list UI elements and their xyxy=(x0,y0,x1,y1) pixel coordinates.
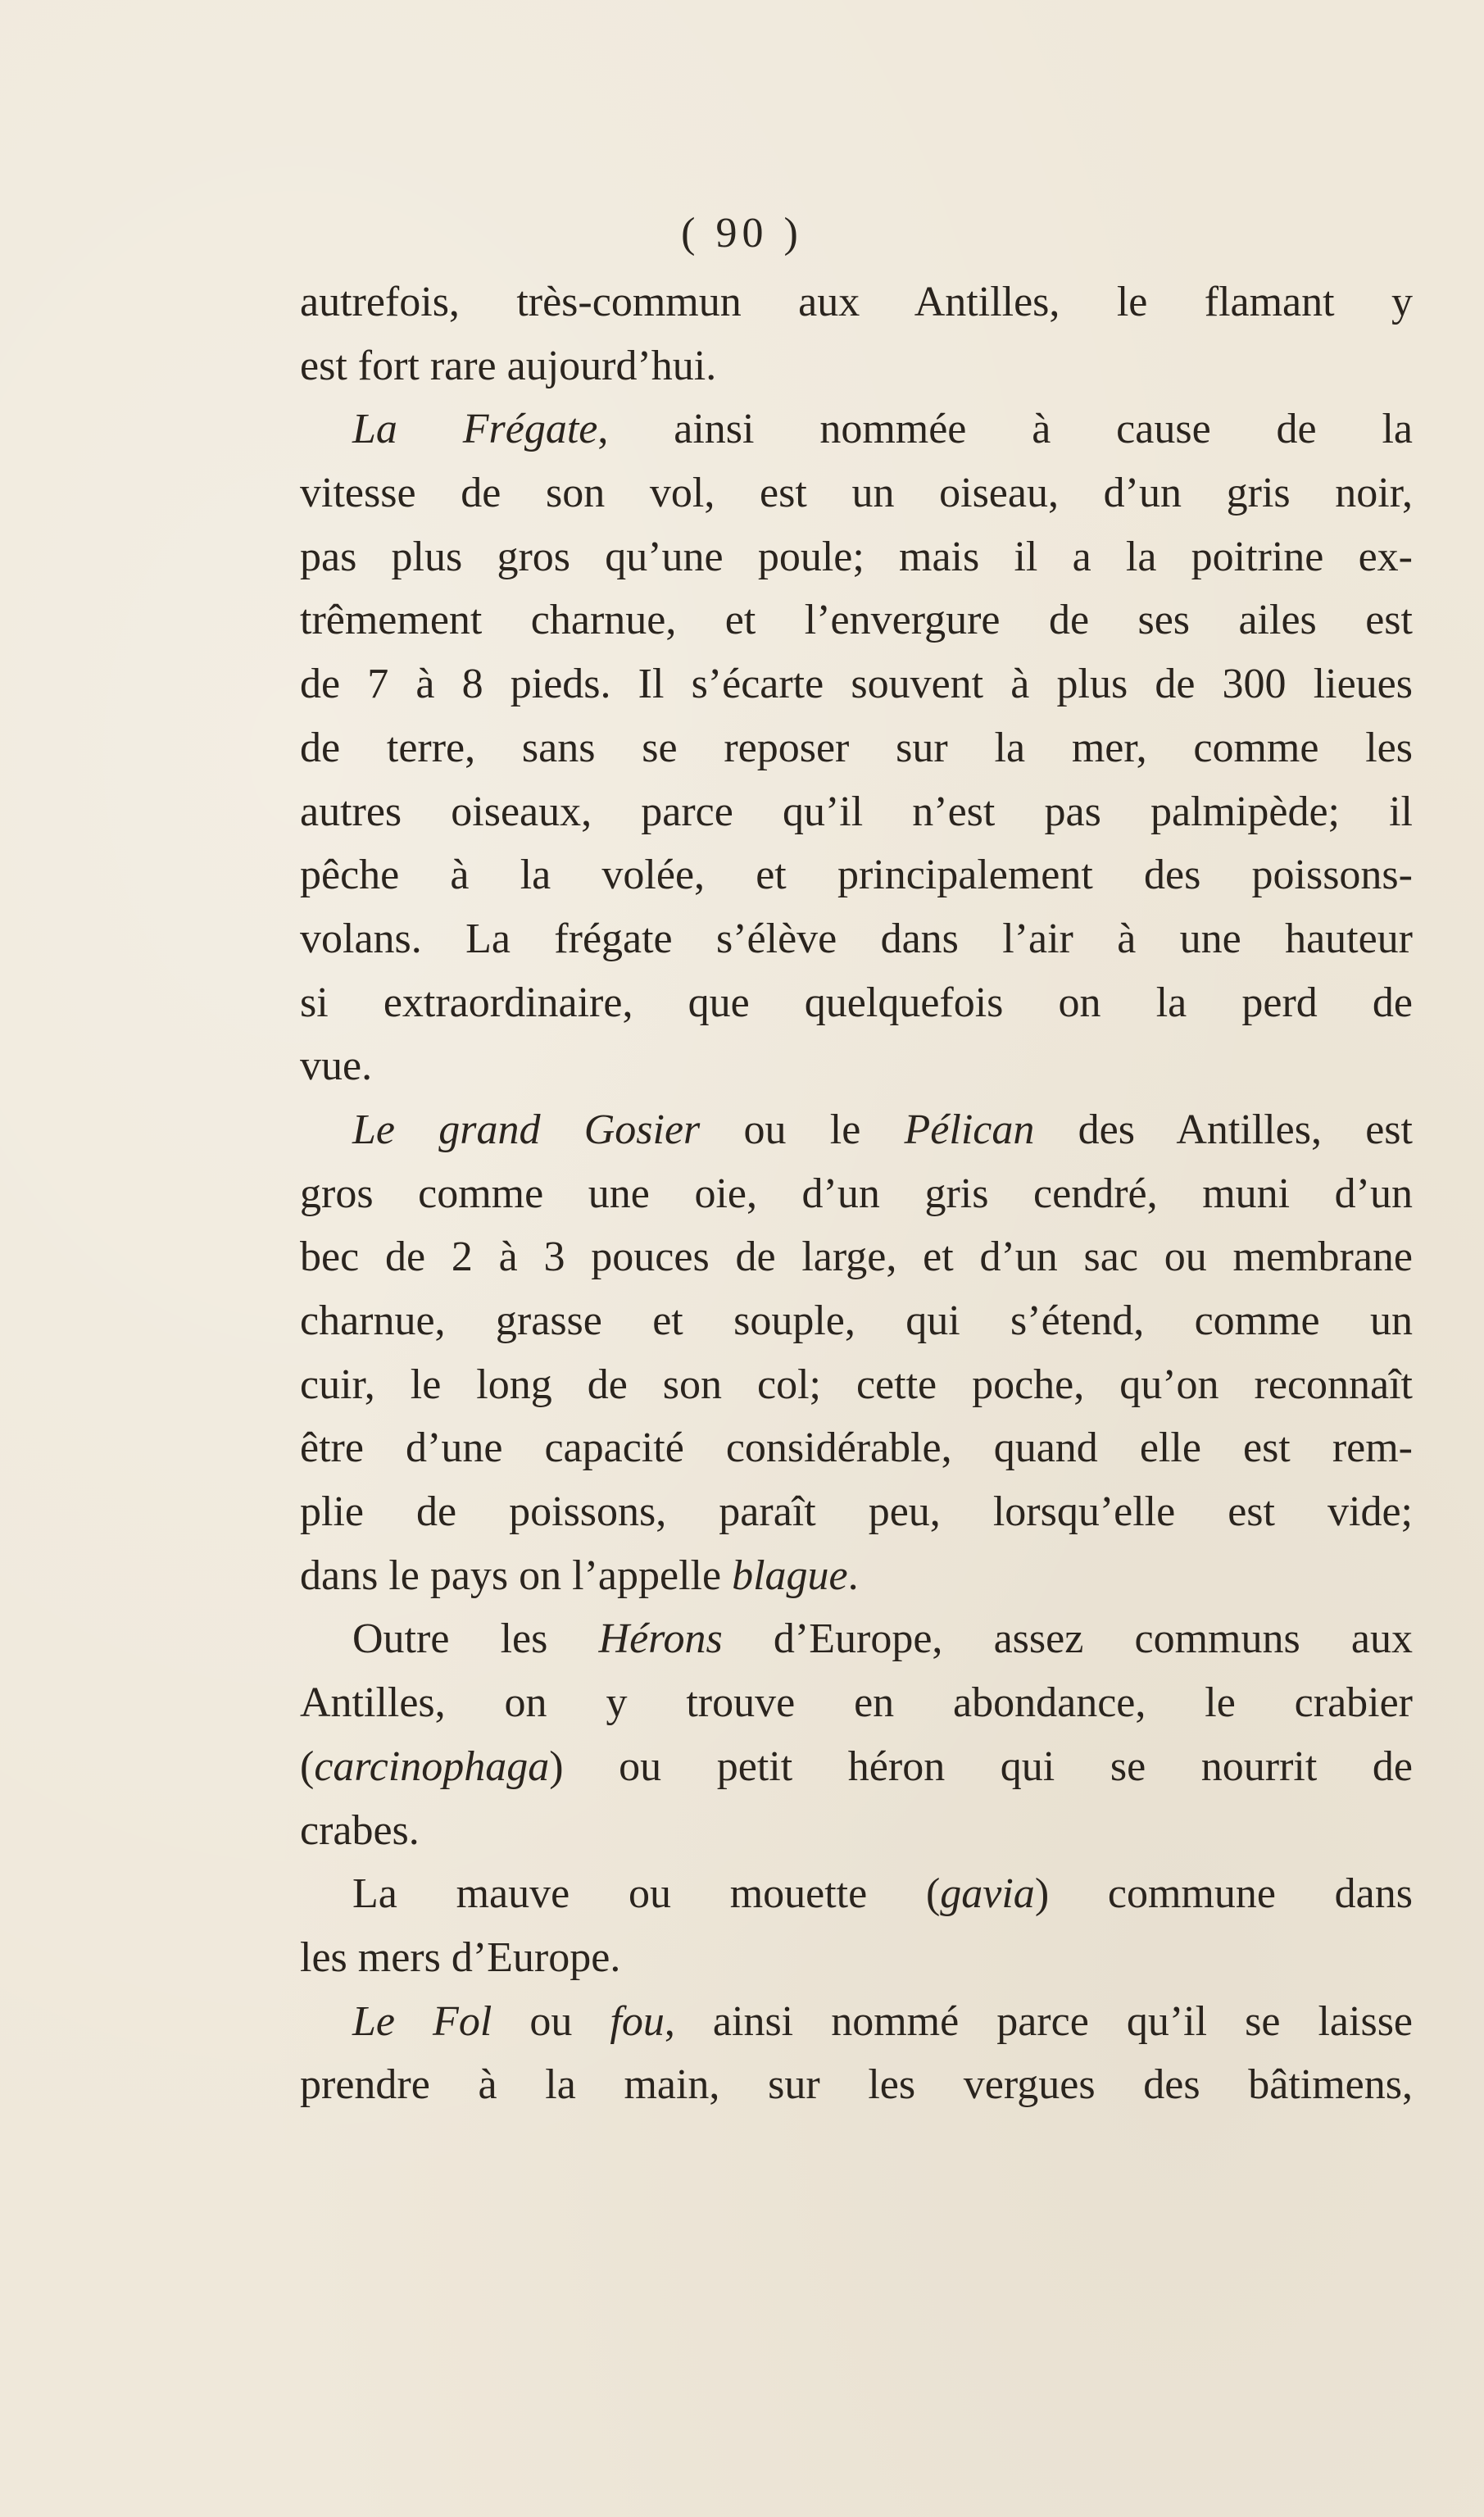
text-segment: vitesse de son vol, est un oiseau, d’un gris noir, xyxy=(300,470,1413,517)
text-line xyxy=(300,1416,1413,1480)
text-segment: de 7 à 8 pieds. Il s’écarte souvent à plus de 300 lieues xyxy=(300,661,1413,708)
text-segment: pas plus gros qu’une poule; mais il a la poitrine ex- xyxy=(300,533,1413,580)
text-segment: ( xyxy=(300,1742,315,1790)
text-line xyxy=(300,780,1413,844)
text-line xyxy=(300,1607,1413,1671)
text-segment: La mauve ou mouette ( xyxy=(352,1870,941,1918)
text-segment: trêmement charnue, et l’envergure de ses ailes est xyxy=(300,597,1413,644)
text-segment: ou xyxy=(492,1997,610,2045)
text-segment: vue. xyxy=(300,1043,373,1090)
text-line xyxy=(300,1225,1413,1289)
page-number: ( 90 ) xyxy=(681,210,803,257)
text-segment: autres oiseaux, parce qu’il n’est pas palmipède; il xyxy=(300,788,1413,835)
text-line xyxy=(300,525,1413,589)
text-segment: si extraordinaire, que quelquefois on la perd de xyxy=(300,979,1413,1026)
text-line xyxy=(300,971,1413,1035)
text-line xyxy=(300,716,1413,780)
text-line xyxy=(300,398,1413,461)
text-line xyxy=(300,1098,1413,1162)
text-segment: ou le xyxy=(700,1106,905,1153)
text-line xyxy=(300,652,1413,716)
text-segment: d’Europe, assez communs aux xyxy=(722,1615,1413,1663)
text-segment: crabes. xyxy=(300,1806,420,1854)
text-segment: prendre à la main, sur les vergues des bâtimens, xyxy=(300,2061,1413,2109)
text-line xyxy=(300,1671,1413,1735)
text-segment: dans le pays on l’appelle xyxy=(300,1552,733,1599)
text-line xyxy=(300,1990,1413,2054)
text-line xyxy=(300,461,1413,525)
text-segment: , ainsi nommé parce qu’il se laisse xyxy=(664,1997,1414,2045)
text-line xyxy=(300,1735,1413,1799)
text-line xyxy=(300,1480,1413,1544)
text-segment: ) ou petit héron qui se nourrit de xyxy=(549,1742,1413,1790)
text-line xyxy=(300,270,1413,334)
text-segment: des Antilles, est xyxy=(1034,1106,1413,1153)
text-segment: bec de 2 à 3 pouces de large, et d’un sac ou membrane xyxy=(300,1234,1413,1281)
text-segment: être d’une capacité considérable, quand elle est rem- xyxy=(300,1424,1413,1472)
text-line xyxy=(300,1162,1413,1226)
text-segment: volans. La frégate s’élève dans l’air à une hauteur xyxy=(300,915,1413,962)
text-segment: Antilles, on y trouve en abondance, le crabier xyxy=(300,1679,1413,1727)
italic-text: fou xyxy=(610,1997,665,2045)
text-line xyxy=(300,843,1413,907)
italic-text: gavia xyxy=(940,1870,1035,1918)
text-line xyxy=(300,1289,1413,1353)
body-text xyxy=(300,270,1413,2117)
text-segment: plie de poissons, paraît peu, lorsqu’elle est vide; xyxy=(300,1488,1413,1536)
text-segment: autrefois, très-commun aux Antilles, le flamant y xyxy=(300,279,1413,325)
text-segment: gros comme une oie, d’un gris cendré, muni d’un xyxy=(300,1170,1413,1217)
text-segment: , ainsi nommée à cause de la xyxy=(597,406,1413,453)
italic-text: carcinophaga xyxy=(314,1742,550,1790)
text-line xyxy=(300,1799,1413,1863)
text-line xyxy=(300,334,1413,398)
italic-text: Le Fol xyxy=(352,1997,492,2045)
text-line xyxy=(300,1926,1413,1990)
text-line xyxy=(300,1353,1413,1417)
text-line xyxy=(300,588,1413,652)
text-segment: . xyxy=(847,1552,859,1599)
text-line xyxy=(300,2053,1413,2117)
text-line xyxy=(300,1034,1413,1098)
italic-text: blague xyxy=(732,1552,848,1599)
text-segment: est fort rare aujourd’hui. xyxy=(300,342,717,389)
text-segment: charnue, grasse et souple, qui s’étend, comme un xyxy=(300,1297,1413,1344)
italic-text: Le grand Gosier xyxy=(352,1106,701,1153)
text-segment: pêche à la volée, et principalement des poissons- xyxy=(300,852,1413,899)
text-segment: Outre les xyxy=(352,1615,599,1663)
text-segment: les mers d’Europe. xyxy=(300,1933,621,1981)
italic-text: La Frégate xyxy=(352,406,598,453)
text-segment: cuir, le long de son col; cette poche, qu’on reconnaît xyxy=(300,1361,1413,1408)
text-line xyxy=(300,907,1413,971)
text-line xyxy=(300,1544,1413,1608)
text-line xyxy=(300,1862,1413,1926)
text-segment: de terre, sans se reposer sur la mer, comme les xyxy=(300,724,1413,771)
italic-text: Hérons xyxy=(598,1615,723,1663)
italic-text: Pélican xyxy=(904,1106,1035,1153)
text-segment: ) commune dans xyxy=(1034,1870,1413,1918)
